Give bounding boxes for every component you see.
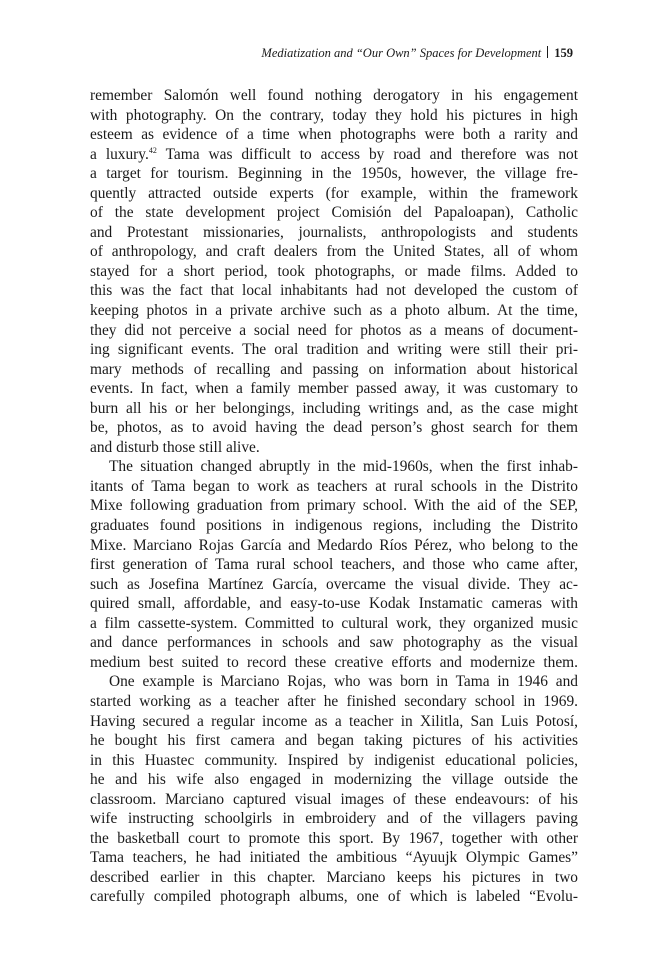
page-number: 159 (554, 46, 573, 60)
text-line-with-footnote (90, 145, 578, 165)
text-line: a film cassette-system. Committed to cultural work, they organized music (90, 614, 578, 632)
text-line: with photography. On the contrary, today they hold his pictures in high (90, 106, 578, 124)
text-line: stayed for a short period, took photographs, or made films. Added to (90, 262, 578, 280)
text-line: events. In fact, when a family member passed away, it was customary to (90, 380, 578, 398)
body-text (90, 86, 578, 907)
text-line: and dance performances in schools and saw photography as the visual (90, 634, 578, 652)
text-line: Having secured a regular income as a teacher in Xilitla, San Luis Potosí, (90, 712, 578, 730)
text-line: such as Josefina Martínez García, overcame the visual divide. They ac- (90, 575, 578, 593)
text-line: keeping photos in a private archive such as a photo album. At the time, (90, 302, 578, 320)
text-segment: a luxury. (90, 145, 149, 163)
text-line: mary methods of recalling and passing on information about historical (90, 360, 578, 378)
text-line: a target for tourism. Beginning in the 1950s, however, the village fre- (90, 165, 578, 183)
text-line: in this Huastec community. Inspired by indigenist educational policies, (90, 751, 578, 769)
text-line: he bought his first camera and began taking pictures of his activities (90, 732, 578, 750)
text-line: Mixe following graduation from primary school. With the aid of the SEP, (90, 497, 578, 515)
text-line: this was the fact that local inhabitants had not developed the custom of (90, 282, 578, 300)
text-line: medium best suited to record these creative efforts and modernize them. (90, 653, 578, 671)
text-line: carefully compiled photograph albums, one of which is labeled “Evolu- (90, 888, 578, 906)
text-line: One example is Marciano Rojas, who was born in Tama in 1946 and (109, 673, 578, 691)
text-line: The situation changed abruptly in the mid-1960s, when the first inhab- (109, 458, 578, 476)
text-line: esteem as evidence of a time when photographs were both a rarity and (90, 126, 578, 144)
text-line: classroom. Marciano captured visual images of these endeavours: of his (90, 790, 578, 808)
text-line: he and his wife also engaged in modernizing the village outside the (90, 771, 578, 789)
text-line: be, photos, as to avoid having the dead person’s ghost search for them (90, 419, 578, 437)
running-head-divider (547, 46, 548, 58)
text-line: quired small, affordable, and easy-to-use Kodak Instamatic cameras with (90, 595, 578, 613)
footnote-ref: 42 (148, 145, 157, 155)
text-line: and disturb those still alive. (90, 438, 260, 456)
text-line: remember Salomón well found nothing derogatory in his engagement (90, 87, 578, 104)
text-segment: Tama was difficult to access by road and therefore was not (156, 145, 578, 163)
text-line: and Protestant missionaries, journalists, anthropologists and students (90, 223, 578, 241)
text-line: burn all his or her belongings, including writings and, as the case might (90, 399, 578, 417)
running-head-title: Mediatization and “Our Own” Spaces for Development (261, 46, 542, 60)
text-line: the basketball court to promote this sport. By 1967, together with other (90, 829, 578, 847)
text-line: started working as a teacher after he finished secondary school in 1969. (90, 692, 578, 710)
text-line: of the state development project Comisión del Papaloapan), Catholic (90, 204, 578, 222)
text-line: itants of Tama began to work as teachers at rural schools in the Distrito (90, 477, 578, 495)
text-line: graduates found positions in indigenous regions, including the Distrito (90, 517, 578, 535)
text-line: quently attracted outside experts (for example, within the framework (90, 184, 578, 202)
text-line: of anthropology, and craft dealers from the United States, all of whom (90, 243, 578, 261)
text-line: Tama teachers, he had initiated the ambitious “Ayuujk Olympic Games” (90, 849, 578, 867)
text-line: first generation of Tama rural school teachers, and those who came after, (90, 556, 578, 574)
text-line: described earlier in this chapter. Marciano keeps his pictures in two (90, 868, 578, 886)
running-head (53, 46, 573, 61)
text-line: Mixe. Marciano Rojas García and Medardo Ríos Pérez, who belong to the (90, 536, 578, 554)
text-line: they did not perceive a social need for photos as a means of document- (90, 321, 578, 339)
text-line: wife instructing schoolgirls in embroidery and of the villagers paving (90, 810, 578, 828)
text-line: ing significant events. The oral tradition and writing were still their pri- (90, 341, 578, 359)
